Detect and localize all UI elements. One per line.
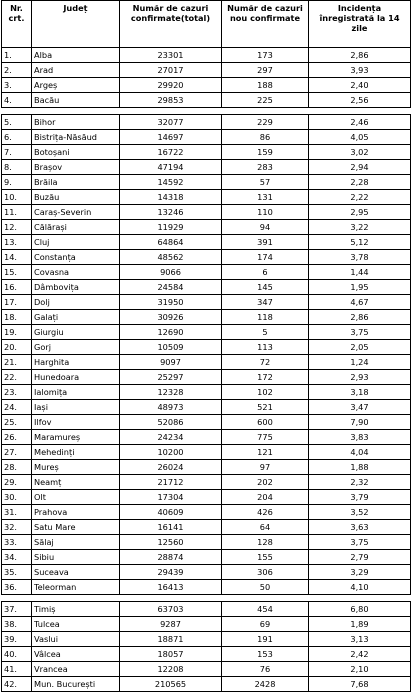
row-number: 19. bbox=[2, 325, 32, 340]
new-confirmed: 110 bbox=[222, 205, 309, 220]
incidence: 3,63 bbox=[309, 520, 411, 535]
new-confirmed: 76 bbox=[222, 662, 309, 677]
new-confirmed: 297 bbox=[222, 63, 309, 78]
row-number: 27. bbox=[2, 445, 32, 460]
incidence: 3,13 bbox=[309, 632, 411, 647]
table-row bbox=[2, 565, 411, 580]
table-row bbox=[2, 677, 411, 692]
table-row bbox=[2, 520, 411, 535]
total-confirmed: 14697 bbox=[120, 130, 222, 145]
table-row bbox=[2, 475, 411, 490]
total-confirmed: 16141 bbox=[120, 520, 222, 535]
table-row bbox=[2, 647, 411, 662]
row-number: 14. bbox=[2, 250, 32, 265]
table-row bbox=[2, 325, 411, 340]
table-row bbox=[2, 190, 411, 205]
row-number: 17. bbox=[2, 295, 32, 310]
table-row bbox=[2, 580, 411, 595]
county-name: Galați bbox=[32, 310, 120, 325]
incidence: 4,04 bbox=[309, 445, 411, 460]
new-confirmed: 172 bbox=[222, 370, 309, 385]
total-confirmed: 18057 bbox=[120, 647, 222, 662]
county-name: Harghita bbox=[32, 355, 120, 370]
new-confirmed: 283 bbox=[222, 160, 309, 175]
total-confirmed: 64864 bbox=[120, 235, 222, 250]
total-confirmed: 26024 bbox=[120, 460, 222, 475]
incidence: 2,28 bbox=[309, 175, 411, 190]
new-confirmed: 69 bbox=[222, 617, 309, 632]
new-confirmed: 775 bbox=[222, 430, 309, 445]
table-row bbox=[2, 445, 411, 460]
total-confirmed: 16722 bbox=[120, 145, 222, 160]
row-number: 1. bbox=[2, 48, 32, 63]
table-row bbox=[2, 460, 411, 475]
table-row bbox=[2, 662, 411, 677]
new-confirmed: 94 bbox=[222, 220, 309, 235]
total-confirmed: 48973 bbox=[120, 400, 222, 415]
total-confirmed: 32077 bbox=[120, 115, 222, 130]
total-confirmed: 12328 bbox=[120, 385, 222, 400]
incidence: 2,86 bbox=[309, 48, 411, 63]
table-row bbox=[2, 535, 411, 550]
county-name: Arad bbox=[32, 63, 120, 78]
new-confirmed: 454 bbox=[222, 602, 309, 617]
total-confirmed: 11929 bbox=[120, 220, 222, 235]
county-name: Olt bbox=[32, 490, 120, 505]
table-row bbox=[2, 490, 411, 505]
new-confirmed: 521 bbox=[222, 400, 309, 415]
table-row bbox=[2, 295, 411, 310]
covid-cases-table bbox=[1, 0, 411, 692]
incidence: 2,05 bbox=[309, 340, 411, 355]
incidence: 3,78 bbox=[309, 250, 411, 265]
table-row bbox=[2, 145, 411, 160]
incidence: 3,75 bbox=[309, 535, 411, 550]
county-name: Dâmbovița bbox=[32, 280, 120, 295]
total-confirmed: 24234 bbox=[120, 430, 222, 445]
county-name: Argeș bbox=[32, 78, 120, 93]
county-name: Giurgiu bbox=[32, 325, 120, 340]
new-confirmed: 121 bbox=[222, 445, 309, 460]
county-name: Sibiu bbox=[32, 550, 120, 565]
row-number: 35. bbox=[2, 565, 32, 580]
group-separator bbox=[2, 108, 411, 115]
incidence: 2,46 bbox=[309, 115, 411, 130]
county-name: Suceava bbox=[32, 565, 120, 580]
table-row bbox=[2, 550, 411, 565]
new-confirmed: 426 bbox=[222, 505, 309, 520]
row-number: 23. bbox=[2, 385, 32, 400]
table-row bbox=[2, 235, 411, 250]
row-number: 37. bbox=[2, 602, 32, 617]
group-separator-cell bbox=[2, 595, 411, 602]
new-confirmed: 72 bbox=[222, 355, 309, 370]
new-confirmed: 225 bbox=[222, 93, 309, 108]
county-name: Ilfov bbox=[32, 415, 120, 430]
row-number: 38. bbox=[2, 617, 32, 632]
row-number: 11. bbox=[2, 205, 32, 220]
row-number: 4. bbox=[2, 93, 32, 108]
row-number: 41. bbox=[2, 662, 32, 677]
new-confirmed: 391 bbox=[222, 235, 309, 250]
row-number: 33. bbox=[2, 535, 32, 550]
total-confirmed: 14318 bbox=[120, 190, 222, 205]
total-confirmed: 18871 bbox=[120, 632, 222, 647]
county-name: Tulcea bbox=[32, 617, 120, 632]
total-confirmed: 9097 bbox=[120, 355, 222, 370]
county-name: Brașov bbox=[32, 160, 120, 175]
total-confirmed: 14592 bbox=[120, 175, 222, 190]
county-name: Vrancea bbox=[32, 662, 120, 677]
new-confirmed: 113 bbox=[222, 340, 309, 355]
total-confirmed: 9287 bbox=[120, 617, 222, 632]
row-number: 36. bbox=[2, 580, 32, 595]
table-row bbox=[2, 280, 411, 295]
incidence: 1,88 bbox=[309, 460, 411, 475]
new-confirmed: 155 bbox=[222, 550, 309, 565]
total-confirmed: 27017 bbox=[120, 63, 222, 78]
table-row bbox=[2, 93, 411, 108]
table-row bbox=[2, 175, 411, 190]
incidence: 2,95 bbox=[309, 205, 411, 220]
table-row bbox=[2, 78, 411, 93]
header-total-confirmed: Număr de cazuri confirmate(total) bbox=[120, 1, 222, 48]
county-name: Satu Mare bbox=[32, 520, 120, 535]
row-number: 28. bbox=[2, 460, 32, 475]
new-confirmed: 5 bbox=[222, 325, 309, 340]
new-confirmed: 306 bbox=[222, 565, 309, 580]
incidence: 2,10 bbox=[309, 662, 411, 677]
county-name: Mun. București bbox=[32, 677, 120, 692]
county-name: Maramureș bbox=[32, 430, 120, 445]
county-name: Sălaj bbox=[32, 535, 120, 550]
row-number: 7. bbox=[2, 145, 32, 160]
county-name: Cluj bbox=[32, 235, 120, 250]
total-confirmed: 12560 bbox=[120, 535, 222, 550]
incidence: 2,42 bbox=[309, 647, 411, 662]
total-confirmed: 21712 bbox=[120, 475, 222, 490]
table-row bbox=[2, 602, 411, 617]
county-name: Timiș bbox=[32, 602, 120, 617]
total-confirmed: 52086 bbox=[120, 415, 222, 430]
row-number: 13. bbox=[2, 235, 32, 250]
new-confirmed: 118 bbox=[222, 310, 309, 325]
county-name: Hunedoara bbox=[32, 370, 120, 385]
new-confirmed: 57 bbox=[222, 175, 309, 190]
incidence: 7,68 bbox=[309, 677, 411, 692]
row-number: 16. bbox=[2, 280, 32, 295]
row-number: 31. bbox=[2, 505, 32, 520]
new-confirmed: 229 bbox=[222, 115, 309, 130]
table-row bbox=[2, 63, 411, 78]
total-confirmed: 10509 bbox=[120, 340, 222, 355]
table-row bbox=[2, 265, 411, 280]
row-number: 6. bbox=[2, 130, 32, 145]
header-row bbox=[2, 1, 411, 48]
table-body bbox=[2, 48, 411, 692]
table-row bbox=[2, 115, 411, 130]
table-row bbox=[2, 340, 411, 355]
group-separator bbox=[2, 595, 411, 602]
county-name: Ialomița bbox=[32, 385, 120, 400]
table-row bbox=[2, 632, 411, 647]
table-header bbox=[2, 1, 411, 48]
table-row bbox=[2, 48, 411, 63]
county-name: Brăila bbox=[32, 175, 120, 190]
county-name: Constanța bbox=[32, 250, 120, 265]
incidence: 3,79 bbox=[309, 490, 411, 505]
row-number: 40. bbox=[2, 647, 32, 662]
county-name: Călărași bbox=[32, 220, 120, 235]
table-row bbox=[2, 355, 411, 370]
total-confirmed: 17304 bbox=[120, 490, 222, 505]
header-nr-crt: Nr. crt. bbox=[2, 1, 32, 48]
new-confirmed: 174 bbox=[222, 250, 309, 265]
table-row bbox=[2, 160, 411, 175]
total-confirmed: 28874 bbox=[120, 550, 222, 565]
new-confirmed: 2428 bbox=[222, 677, 309, 692]
county-name: Alba bbox=[32, 48, 120, 63]
total-confirmed: 9066 bbox=[120, 265, 222, 280]
header-judet: Județ bbox=[32, 1, 120, 48]
total-confirmed: 210565 bbox=[120, 677, 222, 692]
incidence: 7,90 bbox=[309, 415, 411, 430]
total-confirmed: 30926 bbox=[120, 310, 222, 325]
incidence: 2,79 bbox=[309, 550, 411, 565]
new-confirmed: 600 bbox=[222, 415, 309, 430]
table-row bbox=[2, 130, 411, 145]
total-confirmed: 12208 bbox=[120, 662, 222, 677]
table-row bbox=[2, 385, 411, 400]
county-name: Mehedinți bbox=[32, 445, 120, 460]
county-name: Botoșani bbox=[32, 145, 120, 160]
new-confirmed: 131 bbox=[222, 190, 309, 205]
incidence: 3,02 bbox=[309, 145, 411, 160]
group-separator-cell bbox=[2, 108, 411, 115]
total-confirmed: 63703 bbox=[120, 602, 222, 617]
row-number: 22. bbox=[2, 370, 32, 385]
new-confirmed: 50 bbox=[222, 580, 309, 595]
county-name: Bacău bbox=[32, 93, 120, 108]
new-confirmed: 202 bbox=[222, 475, 309, 490]
total-confirmed: 16413 bbox=[120, 580, 222, 595]
table-row bbox=[2, 400, 411, 415]
table-row bbox=[2, 415, 411, 430]
row-number: 39. bbox=[2, 632, 32, 647]
table-row bbox=[2, 220, 411, 235]
table-row bbox=[2, 370, 411, 385]
incidence: 3,75 bbox=[309, 325, 411, 340]
incidence: 5,12 bbox=[309, 235, 411, 250]
total-confirmed: 29439 bbox=[120, 565, 222, 580]
row-number: 5. bbox=[2, 115, 32, 130]
incidence: 1,24 bbox=[309, 355, 411, 370]
county-name: Covasna bbox=[32, 265, 120, 280]
row-number: 9. bbox=[2, 175, 32, 190]
new-confirmed: 188 bbox=[222, 78, 309, 93]
table-row bbox=[2, 205, 411, 220]
row-number: 42. bbox=[2, 677, 32, 692]
county-name: Prahova bbox=[32, 505, 120, 520]
row-number: 32. bbox=[2, 520, 32, 535]
table-row bbox=[2, 430, 411, 445]
incidence: 2,32 bbox=[309, 475, 411, 490]
total-confirmed: 29853 bbox=[120, 93, 222, 108]
new-confirmed: 102 bbox=[222, 385, 309, 400]
total-confirmed: 10200 bbox=[120, 445, 222, 460]
incidence: 4,10 bbox=[309, 580, 411, 595]
incidence: 4,05 bbox=[309, 130, 411, 145]
row-number: 29. bbox=[2, 475, 32, 490]
row-number: 20. bbox=[2, 340, 32, 355]
table-row bbox=[2, 617, 411, 632]
total-confirmed: 29920 bbox=[120, 78, 222, 93]
incidence: 3,47 bbox=[309, 400, 411, 415]
row-number: 24. bbox=[2, 400, 32, 415]
incidence: 3,18 bbox=[309, 385, 411, 400]
header-incidence-14-days: Incidența înregistrată la 14 zile bbox=[309, 1, 411, 48]
incidence: 6,80 bbox=[309, 602, 411, 617]
incidence: 1,95 bbox=[309, 280, 411, 295]
header-new-confirmed: Număr de cazuri nou confirmate bbox=[222, 1, 309, 48]
row-number: 34. bbox=[2, 550, 32, 565]
new-confirmed: 97 bbox=[222, 460, 309, 475]
total-confirmed: 23301 bbox=[120, 48, 222, 63]
new-confirmed: 173 bbox=[222, 48, 309, 63]
incidence: 1,44 bbox=[309, 265, 411, 280]
row-number: 8. bbox=[2, 160, 32, 175]
row-number: 25. bbox=[2, 415, 32, 430]
row-number: 30. bbox=[2, 490, 32, 505]
total-confirmed: 25297 bbox=[120, 370, 222, 385]
county-name: Bihor bbox=[32, 115, 120, 130]
county-name: Gorj bbox=[32, 340, 120, 355]
incidence: 3,29 bbox=[309, 565, 411, 580]
incidence: 2,86 bbox=[309, 310, 411, 325]
total-confirmed: 40609 bbox=[120, 505, 222, 520]
new-confirmed: 128 bbox=[222, 535, 309, 550]
incidence: 3,52 bbox=[309, 505, 411, 520]
new-confirmed: 191 bbox=[222, 632, 309, 647]
new-confirmed: 347 bbox=[222, 295, 309, 310]
new-confirmed: 6 bbox=[222, 265, 309, 280]
row-number: 15. bbox=[2, 265, 32, 280]
row-number: 10. bbox=[2, 190, 32, 205]
county-name: Teleorman bbox=[32, 580, 120, 595]
total-confirmed: 13246 bbox=[120, 205, 222, 220]
new-confirmed: 86 bbox=[222, 130, 309, 145]
county-name: Dolj bbox=[32, 295, 120, 310]
table-row bbox=[2, 310, 411, 325]
county-name: Bistrița-Năsăud bbox=[32, 130, 120, 145]
total-confirmed: 47194 bbox=[120, 160, 222, 175]
incidence: 4,67 bbox=[309, 295, 411, 310]
county-name: Mureș bbox=[32, 460, 120, 475]
incidence: 1,89 bbox=[309, 617, 411, 632]
row-number: 18. bbox=[2, 310, 32, 325]
total-confirmed: 48562 bbox=[120, 250, 222, 265]
row-number: 12. bbox=[2, 220, 32, 235]
new-confirmed: 64 bbox=[222, 520, 309, 535]
incidence: 2,22 bbox=[309, 190, 411, 205]
new-confirmed: 145 bbox=[222, 280, 309, 295]
county-name: Neamț bbox=[32, 475, 120, 490]
new-confirmed: 204 bbox=[222, 490, 309, 505]
total-confirmed: 12690 bbox=[120, 325, 222, 340]
incidence: 2,94 bbox=[309, 160, 411, 175]
incidence: 2,56 bbox=[309, 93, 411, 108]
new-confirmed: 153 bbox=[222, 647, 309, 662]
total-confirmed: 24584 bbox=[120, 280, 222, 295]
row-number: 2. bbox=[2, 63, 32, 78]
county-name: Vâlcea bbox=[32, 647, 120, 662]
new-confirmed: 159 bbox=[222, 145, 309, 160]
row-number: 3. bbox=[2, 78, 32, 93]
county-name: Iași bbox=[32, 400, 120, 415]
county-name: Buzău bbox=[32, 190, 120, 205]
incidence: 3,22 bbox=[309, 220, 411, 235]
table-row bbox=[2, 250, 411, 265]
county-name: Caraș-Severin bbox=[32, 205, 120, 220]
incidence: 2,93 bbox=[309, 370, 411, 385]
county-name: Vaslui bbox=[32, 632, 120, 647]
row-number: 21. bbox=[2, 355, 32, 370]
table-row bbox=[2, 505, 411, 520]
incidence: 3,93 bbox=[309, 63, 411, 78]
incidence: 3,83 bbox=[309, 430, 411, 445]
incidence: 2,40 bbox=[309, 78, 411, 93]
row-number: 26. bbox=[2, 430, 32, 445]
total-confirmed: 31950 bbox=[120, 295, 222, 310]
